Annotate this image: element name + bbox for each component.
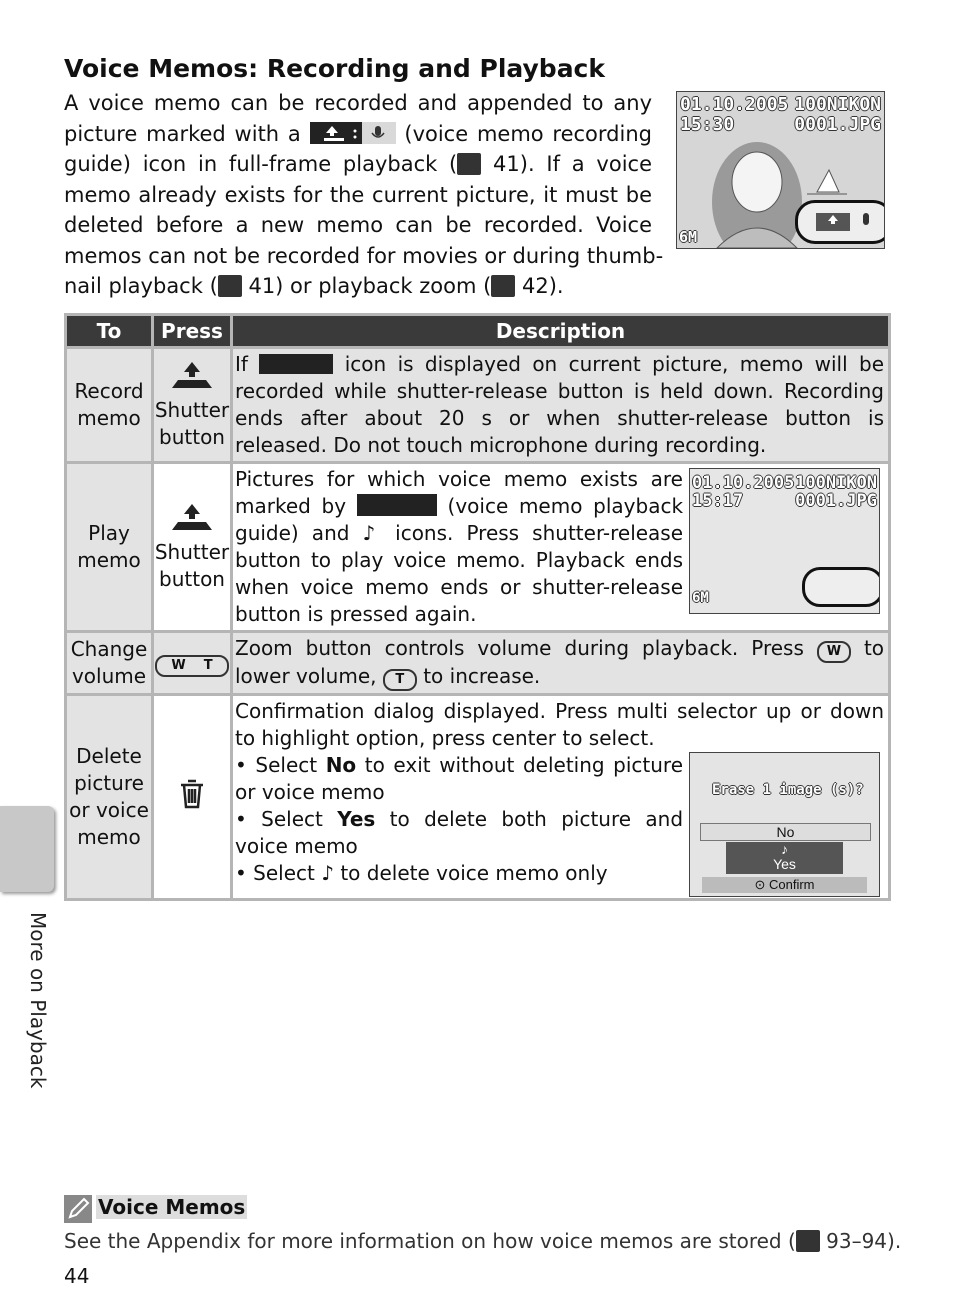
note-title: Voice Memos xyxy=(98,1195,246,1219)
note-text: See the Appendix for more information on how voice memos are stored ( 93–94). xyxy=(64,1229,902,1253)
col-header-press: Press xyxy=(153,315,232,348)
intro-line-3: guide) icon in full-frame playback ( 41). If a voice xyxy=(64,152,652,176)
page-title: Voice Memos: Recording and Playback xyxy=(64,54,606,83)
shutter-button-icon xyxy=(172,360,212,390)
dialog-option-yes[interactable]: ♪ Yes xyxy=(726,842,843,874)
voice-record-guide-icon xyxy=(259,354,333,374)
delete-description: Confirmation dialog displayed. Press multi selector up or down to highlight option, press center to select. xyxy=(235,699,884,750)
intro-paragraph xyxy=(64,88,664,302)
zoom-button-icon: W T xyxy=(155,655,229,677)
playback-screen-play xyxy=(689,468,880,614)
screen-file: 0001.JPG xyxy=(795,491,877,511)
table-row: Record memo Shutter button If icon is displayed on current picture, memo will be recorded while shutter-release button is held down. Recording ends after about 20 s or when shutter-release button is released. Do not touch microphone during recording. xyxy=(66,348,890,463)
page-ref-icon xyxy=(796,1230,820,1252)
record-memo-description: If icon is displayed on current picture, memo will be recorded while shutter-release button is held down. Recording ends after about 20 s or when shutter-release button is released. Do not touch microphone during recording. xyxy=(232,348,890,463)
playback-screen-record xyxy=(676,91,885,249)
page-number: 44 xyxy=(64,1264,90,1288)
voice-record-guide-icon xyxy=(310,122,396,144)
table-row: Change volume W T Zoom button controls volume during playback. Press W to lower volume, T to increase. xyxy=(66,632,890,695)
screen-time: 15:30 xyxy=(680,114,735,135)
page-ref-icon xyxy=(218,275,242,297)
screen-time: 15:17 xyxy=(692,491,744,511)
page-ref-icon xyxy=(457,153,481,175)
col-header-to: To xyxy=(66,315,153,348)
dialog-confirm[interactable]: ⊙ Confirm xyxy=(702,877,867,893)
voice-playback-guide-icon xyxy=(357,494,437,516)
voice-playback-highlight xyxy=(802,567,880,607)
list-item: • Select ♪ to delete voice memo only xyxy=(235,861,608,885)
voice-memo-icon: ♪ xyxy=(321,861,334,885)
screen-date: 01.10.2005 xyxy=(692,473,795,493)
trash-icon xyxy=(177,777,207,811)
voice-memo-icon: ♪ xyxy=(362,521,383,545)
intro-line-4: memo already exists for the current picture, it must be xyxy=(64,182,652,207)
dialog-option-no[interactable]: No xyxy=(700,823,871,841)
zoom-wide-icon: W xyxy=(817,641,851,663)
image-size: 6M xyxy=(692,590,709,606)
pencil-note-icon xyxy=(64,1195,92,1223)
voice-memo-table xyxy=(64,313,891,901)
side-tab-marker xyxy=(0,806,54,892)
table-row: Delete picture or voice memo Confirmation dialog displayed. Press multi selector up or down to highlight option, press center to select. • Select No to exit without deleting picture or voice memo • Select Yes to delete both picture and voice memo • Select ♪ to delete voice memo only Erase 1 image (s)? No ♪ Yes ⊙ Confirm xyxy=(66,695,890,900)
list-item: • Select No to exit without deleting picture or voice memo xyxy=(235,753,684,804)
image-size: 6M xyxy=(679,228,698,246)
change-volume-description: Zoom button controls volume during playback. Press W to lower volume, T to increase. xyxy=(232,632,890,695)
screen-folder: 100NIKON xyxy=(795,473,877,493)
intro-line-7: nail playback ( 41) or playback zoom ( 42). xyxy=(64,274,564,298)
dialog-title: Erase 1 image (s)? xyxy=(712,782,864,798)
list-item: • Select Yes to delete both picture and voice memo xyxy=(235,807,684,858)
col-header-description: Description xyxy=(232,315,890,348)
side-tab-label: More on Playback xyxy=(26,912,50,1089)
screen-date: 01.10.2005 xyxy=(680,94,789,115)
zoom-tele-icon: T xyxy=(383,669,417,691)
intro-line-5: deleted before a new memo can be recorded. Voice xyxy=(64,213,652,237)
erase-dialog-screen xyxy=(689,752,880,897)
page-ref-icon xyxy=(491,275,515,297)
intro-line-2: picture marked with a (voice memo recording xyxy=(64,121,652,146)
voice-record-guide-icon xyxy=(798,203,885,241)
voice-guide-highlight xyxy=(795,200,885,244)
play-memo-description: Pictures for which voice memo exists are marked by (voice memo playback guide) and ♪ icons. Press shutter-release button to play voice memo. Playback ends when voice memo ends or shutter-release button is pressed again. xyxy=(235,467,684,626)
screen-folder: 100NIKON xyxy=(794,94,881,115)
table-row: Play memo Shutter button Pictures for which voice memo exists are marked by (voice memo playback guide) and ♪ icons. Press shutter-release button to play voice memo. Playback ends when voice memo ends or shutter-release button is pressed again. 01.10.2005 15:17 100NIKON 0001.JPG 6M xyxy=(66,463,890,632)
shutter-button-icon xyxy=(172,502,212,532)
screen-file: 0001.JPG xyxy=(794,114,881,135)
intro-line-1: A voice memo can be recorded and appended to any xyxy=(64,91,652,115)
intro-line-6: memos can not be recorded for movies or during thumb- xyxy=(64,243,664,268)
